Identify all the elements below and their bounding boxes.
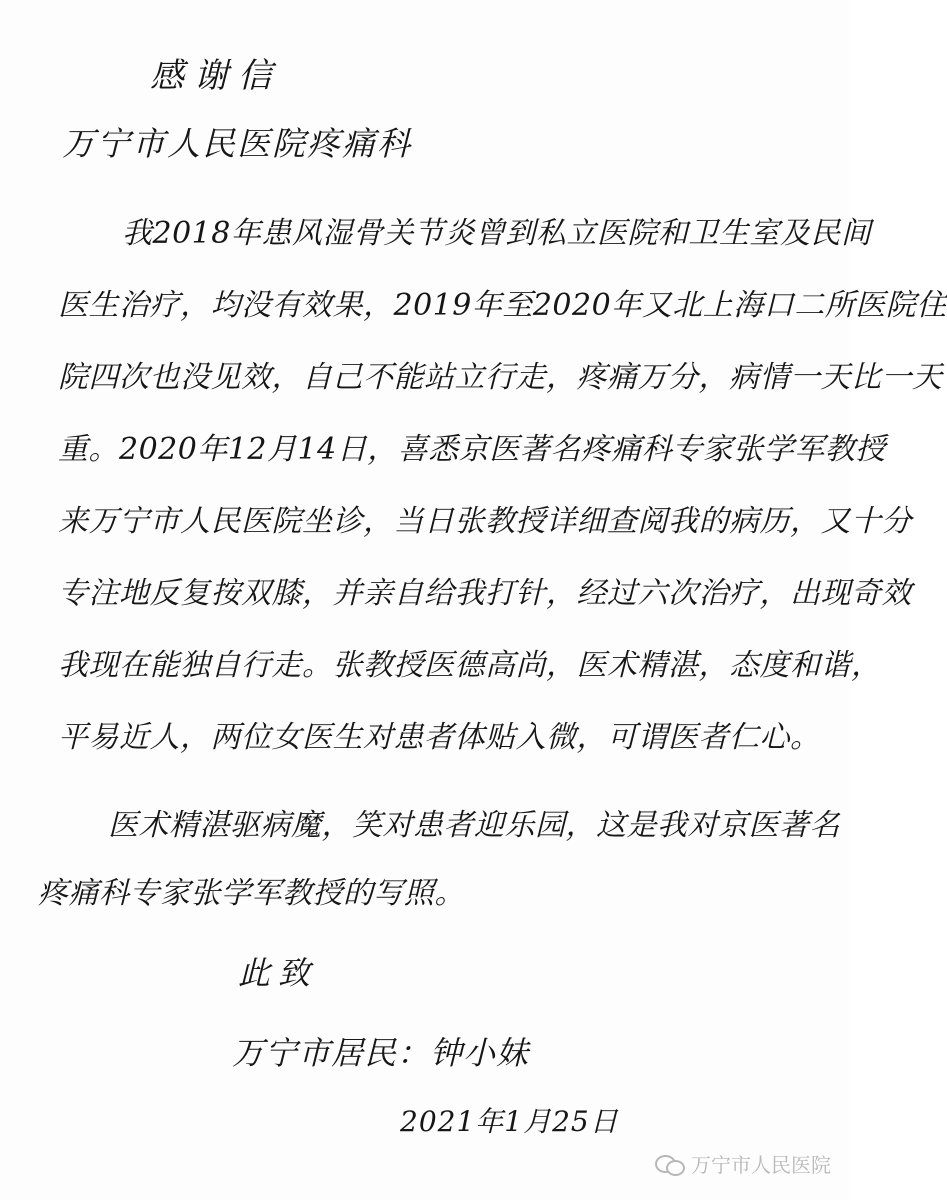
watermark-text: 万宁市人民医院 <box>691 1153 831 1177</box>
letter-line: 重。2020年12月14日，喜悉京医著名疼痛科专家张学军教授 <box>58 432 886 467</box>
letter-line: 专注地反复按双膝，并亲自给我打针，经过六次治疗，出现奇效 <box>58 576 912 611</box>
letter-closing: 此致 <box>238 954 319 992</box>
letter-title: 感谢信 <box>150 56 282 96</box>
letter-line: 平易近人，两位女医生对患者体贴入微，可谓医者仁心。 <box>58 720 821 755</box>
letter-salutation: 万宁市人民医院疼痛科 <box>62 124 412 163</box>
letter-line: 我2018年患风湿骨关节炎曾到私立医院和卫生室及民间 <box>122 216 872 251</box>
letter-line: 来万宁市人民医院坐诊，当日张教授详细查阅我的病历，又十分 <box>58 504 912 539</box>
letter-line: 我现在能独自行走。张教授医德高尚，医术精湛，态度和谐， <box>58 648 882 683</box>
letter-date: 2021年1月25日 <box>400 1105 619 1138</box>
letter-signature: 万宁市居民：钟小妹 <box>232 1034 530 1072</box>
letter-line: 医生治疗，均没有效果，2019年至2020年又北上海口二所医院住 <box>58 288 947 323</box>
wechat-icon <box>655 1153 685 1175</box>
letter-line: 疼痛科专家张学军教授的写照。 <box>38 876 465 911</box>
letter-line: 院四次也没见效，自己不能站立行走，疼痛万分，病情一天比一天 <box>58 360 943 395</box>
letter-line: 医术精湛驱病魔，笑对患者迎乐园，这是我对京医著名 <box>108 808 840 843</box>
watermark <box>655 1149 831 1178</box>
